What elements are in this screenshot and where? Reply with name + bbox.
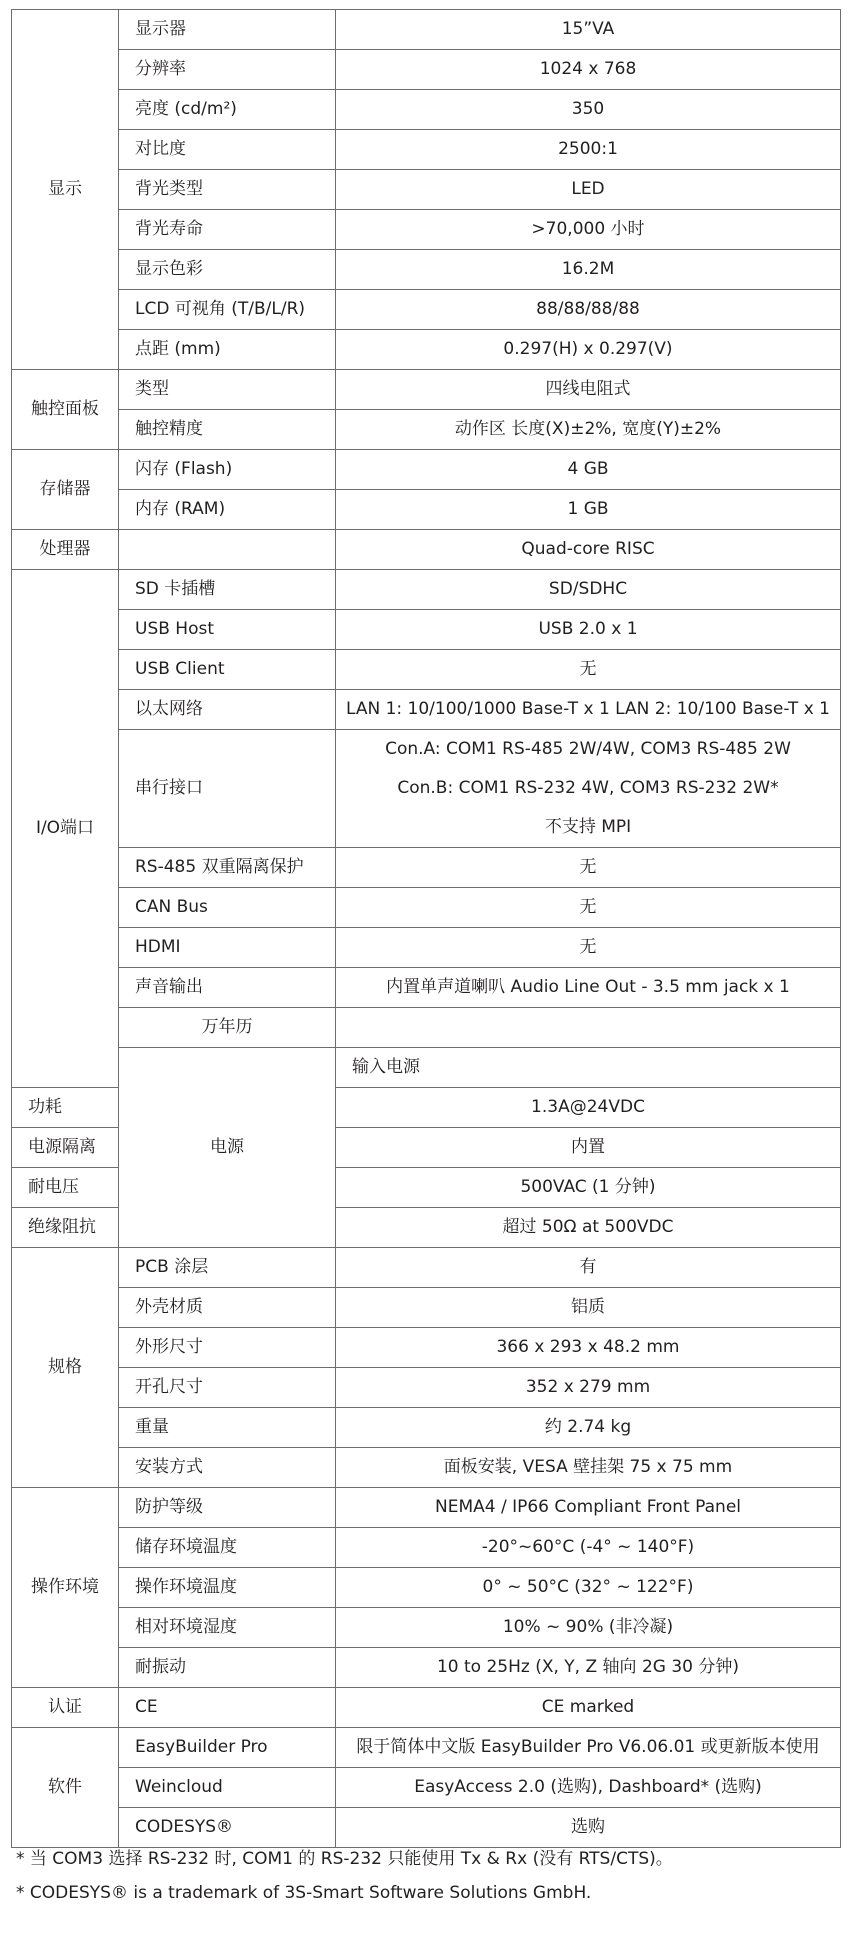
- spec-value: 无: [336, 650, 841, 690]
- spec-label: 分辨率: [119, 50, 336, 90]
- spec-row: [12, 250, 841, 290]
- spec-row: [12, 210, 841, 250]
- spec-row: [12, 1328, 841, 1368]
- spec-row: [12, 1408, 841, 1448]
- spec-label: 耐振动: [119, 1648, 336, 1688]
- spec-row: [12, 1528, 841, 1568]
- spec-label: 内存 (RAM): [119, 490, 336, 530]
- spec-label: 电源隔离: [12, 1128, 119, 1168]
- spec-label: 耐电压: [12, 1168, 119, 1208]
- spec-label: 闪存 (Flash): [119, 450, 336, 490]
- spec-row: [12, 410, 841, 450]
- spec-label: 亮度 (cd/m²): [119, 90, 336, 130]
- spec-label: 开孔尺寸: [119, 1368, 336, 1408]
- spec-row: [12, 370, 841, 410]
- spec-value-line: Con.B: COM1 RS-232 4W, COM3 RS-232 2W*: [397, 778, 779, 798]
- spec-label: PCB 涂层: [119, 1248, 336, 1288]
- spec-table: [11, 9, 841, 1848]
- spec-row: [12, 888, 841, 928]
- spec-label: 安装方式: [119, 1448, 336, 1488]
- spec-row: [12, 1448, 841, 1488]
- spec-label: CAN Bus: [119, 888, 336, 928]
- spec-row: [12, 848, 841, 888]
- spec-label: SD 卡插槽: [119, 570, 336, 610]
- spec-value: 动作区 长度(X)±2%, 宽度(Y)±2%: [336, 410, 841, 450]
- spec-label: 输入电源: [336, 1048, 841, 1088]
- spec-label: 操作环境温度: [119, 1568, 336, 1608]
- spec-label: 外壳材质: [119, 1288, 336, 1328]
- spec-value: 352 x 279 mm: [336, 1368, 841, 1408]
- spec-label: 显示器: [119, 10, 336, 50]
- category-cell: I/O端口: [12, 570, 119, 1088]
- spec-label: 外形尺寸: [119, 1328, 336, 1368]
- spec-value: 366 x 293 x 48.2 mm: [336, 1328, 841, 1368]
- spec-value: 4 GB: [336, 450, 841, 490]
- spec-row: [12, 650, 841, 690]
- spec-value: 1 GB: [336, 490, 841, 530]
- spec-label: 相对环境湿度: [119, 1608, 336, 1648]
- spec-value: 350: [336, 90, 841, 130]
- spec-label: CE: [119, 1688, 336, 1728]
- spec-row: [12, 1488, 841, 1528]
- spec-row: [12, 490, 841, 530]
- spec-label: 功耗: [12, 1088, 119, 1128]
- spec-label: 重量: [119, 1408, 336, 1448]
- category-cell: 软件: [12, 1728, 119, 1848]
- spec-label: Weincloud: [119, 1768, 336, 1808]
- spec-value: EasyAccess 2.0 (选购), Dashboard* (选购): [336, 1768, 841, 1808]
- spec-label: 背光寿命: [119, 210, 336, 250]
- footnote: * CODESYS® is a trademark of 3S-Smart Software Solutions GmbH.: [16, 1883, 592, 1903]
- spec-value: 内置单声道喇叭 Audio Line Out - 3.5 mm jack x 1: [336, 968, 841, 1008]
- spec-value: 约 2.74 kg: [336, 1408, 841, 1448]
- spec-row: [12, 570, 841, 610]
- spec-value: NEMA4 / IP66 Compliant Front Panel: [336, 1488, 841, 1528]
- footnotes: [16, 1842, 673, 1910]
- spec-value: SD/SDHC: [336, 570, 841, 610]
- spec-row: [12, 1368, 841, 1408]
- spec-value: 无: [336, 848, 841, 888]
- category-cell: 触控面板: [12, 370, 119, 450]
- category-cell: 处理器: [12, 530, 119, 570]
- category-cell: 认证: [12, 1688, 119, 1728]
- spec-value: 0.297(H) x 0.297(V): [336, 330, 841, 370]
- category-cell: 规格: [12, 1248, 119, 1488]
- spec-value: 选购: [336, 1808, 841, 1848]
- spec-row: [12, 10, 841, 50]
- spec-value: 面板安装, VESA 壁挂架 75 x 75 mm: [336, 1448, 841, 1488]
- spec-value: 内置: [336, 1128, 841, 1168]
- spec-value: 超过 50Ω at 500VDC: [336, 1208, 841, 1248]
- spec-value-line: Con.A: COM1 RS-485 2W/4W, COM3 RS-485 2W: [385, 739, 791, 759]
- spec-value: 0° ~ 50°C (32° ~ 122°F): [336, 1568, 841, 1608]
- spec-row: [12, 130, 841, 170]
- spec-row: [12, 1608, 841, 1648]
- spec-label: USB Host: [119, 610, 336, 650]
- spec-label: RS-485 双重隔离保护: [119, 848, 336, 888]
- spec-row: [12, 928, 841, 968]
- spec-row: [12, 290, 841, 330]
- spec-value: 无: [336, 928, 841, 968]
- spec-value: CE marked: [336, 1688, 841, 1728]
- spec-label: 储存环境温度: [119, 1528, 336, 1568]
- spec-label: HDMI: [119, 928, 336, 968]
- spec-value: 2500:1: [336, 130, 841, 170]
- spec-row: [12, 610, 841, 650]
- spec-value: 铝质: [336, 1288, 841, 1328]
- spec-label: 背光类型: [119, 170, 336, 210]
- spec-row: [12, 1008, 841, 1048]
- spec-value: 88/88/88/88: [336, 290, 841, 330]
- spec-value: USB 2.0 x 1: [336, 610, 841, 650]
- spec-row: [12, 968, 841, 1008]
- spec-row: [12, 690, 841, 730]
- spec-value-line: 不支持 MPI: [544, 817, 632, 837]
- spec-label: CODESYS®: [119, 1808, 336, 1848]
- spec-label: [119, 530, 336, 570]
- category-cell: 显示: [12, 10, 119, 370]
- spec-label: 串行接口: [119, 730, 336, 848]
- spec-value: 四线电阻式: [336, 370, 841, 410]
- spec-row: [12, 1688, 841, 1728]
- spec-row: [12, 1568, 841, 1608]
- spec-label: 以太网络: [119, 690, 336, 730]
- spec-label: 对比度: [119, 130, 336, 170]
- category-cell: 万年历: [119, 1008, 336, 1048]
- spec-label: 绝缘阻抗: [12, 1208, 119, 1248]
- spec-label: EasyBuilder Pro: [119, 1728, 336, 1768]
- spec-label: 防护等级: [119, 1488, 336, 1528]
- footnote: * 当 COM3 选择 RS-232 时, COM1 的 RS-232 只能使用 Tx & Rx (没有 RTS/CTS)。: [16, 1849, 673, 1869]
- spec-value: [336, 730, 841, 848]
- spec-label: LCD 可视角 (T/B/L/R): [119, 290, 336, 330]
- spec-label: [336, 1008, 841, 1048]
- spec-row: [12, 50, 841, 90]
- spec-value: 有: [336, 1248, 841, 1288]
- spec-value: 无: [336, 888, 841, 928]
- spec-label: 类型: [119, 370, 336, 410]
- spec-value: 16.2M: [336, 250, 841, 290]
- spec-value: -20°~60°C (-4° ~ 140°F): [336, 1528, 841, 1568]
- spec-label: 触控精度: [119, 410, 336, 450]
- spec-value: 1024 x 768: [336, 50, 841, 90]
- spec-value: >70,000 小时: [336, 210, 841, 250]
- spec-row: [12, 1288, 841, 1328]
- spec-row: [12, 1728, 841, 1768]
- spec-value: 500VAC (1 分钟): [336, 1168, 841, 1208]
- spec-row: [12, 170, 841, 210]
- spec-label: 声音输出: [119, 968, 336, 1008]
- spec-value: 限于简体中文版 EasyBuilder Pro V6.06.01 或更新版本使用: [336, 1728, 841, 1768]
- spec-value: 1.3A@24VDC: [336, 1088, 841, 1128]
- spec-row: [12, 1248, 841, 1288]
- spec-row: [12, 1048, 841, 1088]
- category-cell: 电源: [119, 1048, 336, 1248]
- spec-row: [12, 730, 841, 848]
- spec-row: [12, 450, 841, 490]
- spec-label: USB Client: [119, 650, 336, 690]
- spec-label: 显示色彩: [119, 250, 336, 290]
- spec-label: 点距 (mm): [119, 330, 336, 370]
- spec-row: [12, 1768, 841, 1808]
- spec-value: 10% ~ 90% (非冷凝): [336, 1608, 841, 1648]
- spec-value: Quad-core RISC: [336, 530, 841, 570]
- category-cell: 操作环境: [12, 1488, 119, 1688]
- spec-row: [12, 330, 841, 370]
- spec-value: 15”VA: [336, 10, 841, 50]
- spec-row: [12, 530, 841, 570]
- spec-value: 10 to 25Hz (X, Y, Z 轴向 2G 30 分钟): [336, 1648, 841, 1688]
- spec-row: [12, 90, 841, 130]
- category-cell: 存储器: [12, 450, 119, 530]
- spec-value: LAN 1: 10/100/1000 Base-T x 1 LAN 2: 10/100 Base-T x 1: [336, 690, 841, 730]
- spec-value: LED: [336, 170, 841, 210]
- spec-row: [12, 1648, 841, 1688]
